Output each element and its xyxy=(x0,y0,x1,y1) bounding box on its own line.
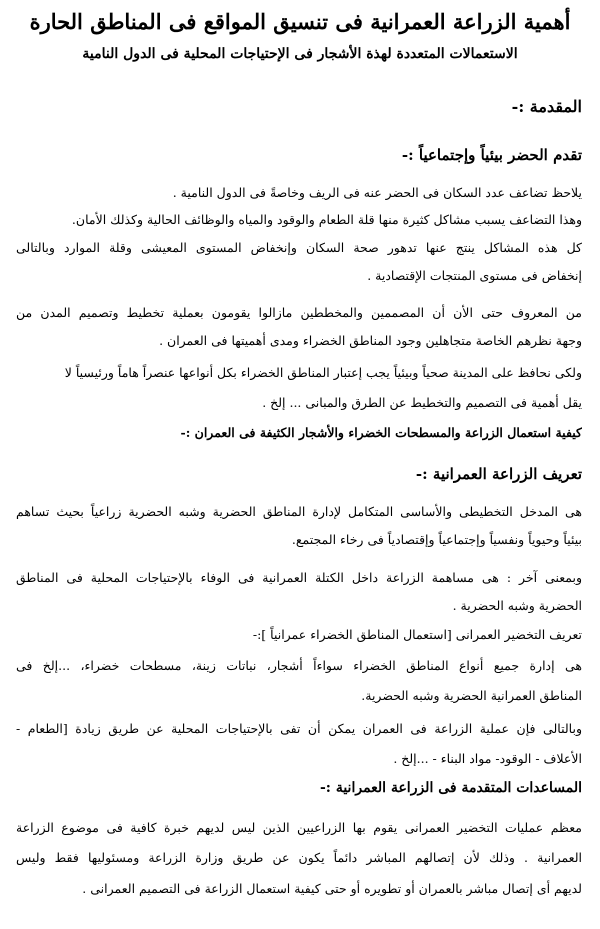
paragraph-line: كيفية استعمال الزراعة والمسطحات الخضراء والأشجار الكثيفة فى العمران :- xyxy=(180,425,582,440)
paragraph-line: وجهة نظرهم الخاصة متجاهلين وجود المناطق الخضراء ومدى أهميتها فى العمران . xyxy=(159,333,582,348)
page-title: أهمية الزراعة العمرانية فى تنسيق المواقع فى المناطق الحارة xyxy=(29,9,571,34)
paragraph-line: وبمعنى آخر : هى مساهمة الزراعة داخل الكتلة العمرانية فى الوفاء بالإحتياجات المحلية فى المناطق xyxy=(16,570,582,585)
intro-heading: المقدمة :- xyxy=(511,97,582,116)
paragraph-line: إنخفاض فى مستوى المنتجات الإقتصادية . xyxy=(367,268,582,283)
paragraph-line: المناطق العمرانية الحضرية وشبه الحضرية. xyxy=(361,688,582,703)
paragraph-line: يقل أهمية فى التصميم والتخطيط عن الطرق والمبانى ... إلخ . xyxy=(262,395,582,410)
paragraph-line: يلاحظ تضاعف عدد السكان فى الحضر عنه فى الريف وخاصةً فى الدول النامية . xyxy=(172,185,582,200)
paragraph-line: وهذا التضاعف يسبب مشاكل كثيرة منها قلة الطعام والوقود والمياه والوظائف الحالية وكذلك الأمان. xyxy=(71,212,582,227)
paragraph-line: الحضرية وشبه الحضرية . xyxy=(452,598,582,613)
paragraph-line: معظم عمليات التخضير العمرانى يقوم بها الزراعيين الذين ليس لديهم خبرة كافية فى موضوع الزراعة xyxy=(16,820,582,835)
paragraph-line: ولكى نحافظ على المدينة صحياً وبيئياً يجب إعتبار المناطق الخضراء بكل أنواعها عنصراً هاماً ورئيسياً لا xyxy=(64,365,582,380)
paragraph-line: وبالتالى فإن عملية الزراعة فى العمران يمكن أن تفى بالإحتياجات المحلية عن طريق زيادة [الطعام - xyxy=(16,721,582,736)
paragraph-line: كل هذه المشاكل ينتج عنها تدهور صحة السكان وإنخفاض المستوى المعيشى وقلة الموارد وبالتالى xyxy=(16,240,582,255)
paragraph-line: هى إدارة جميع أنواع المناطق الخضراء سواءاً أشجار، نباتات زينة، مسطحات خضراء، ...إلخ فى xyxy=(16,658,582,673)
section-heading-definition: تعريف الزراعة العمرانية :- xyxy=(415,465,582,483)
section-heading-assistance: المساعدات المتقدمة فى الزراعة العمرانية :- xyxy=(319,780,582,796)
paragraph-line: من المعروف حتى الأن أن المصممين والمخططين مازالوا يقومون بعملية تخطيط وتصميم المدن من xyxy=(16,305,582,320)
section-heading-environment: تقدم الحضر بيئياً وإجتماعياً :- xyxy=(401,146,582,164)
paragraph-line: الأعلاف - الوقود- مواد البناء - ...إلخ . xyxy=(393,751,582,766)
paragraph-line: لديهم أى إتصال مباشر بالعمران أو تطويره أو حتى كيفية استعمال الزراعة فى التصميم العمرانى . xyxy=(82,881,582,896)
paragraph-line: بيئياً وحيوياً ونفسياً وإجتماعياً وإقتصادياً فى رخاء المجتمع. xyxy=(291,532,582,547)
paragraph-line: هى المدخل التخطيطى والأساسى المتكامل لإدارة المناطق الحضرية وشبه الحضرية زراعياً بحيث تساهم xyxy=(16,504,582,519)
page-subtitle: الاستعمالات المتعددة لهذة الأشجار فى الإحتياجات المحلية فى الدول النامية xyxy=(82,46,518,62)
paragraph-line: العمرانية . وذلك لأن إتصالهم المباشر دائماً يكون عن طريق وزارة الزراعة ومسئوليها فقط وليس xyxy=(16,850,582,865)
paragraph-line: تعريف التخضير العمرانى [استعمال المناطق الخضراء عمرانياً ]:- xyxy=(252,627,582,642)
